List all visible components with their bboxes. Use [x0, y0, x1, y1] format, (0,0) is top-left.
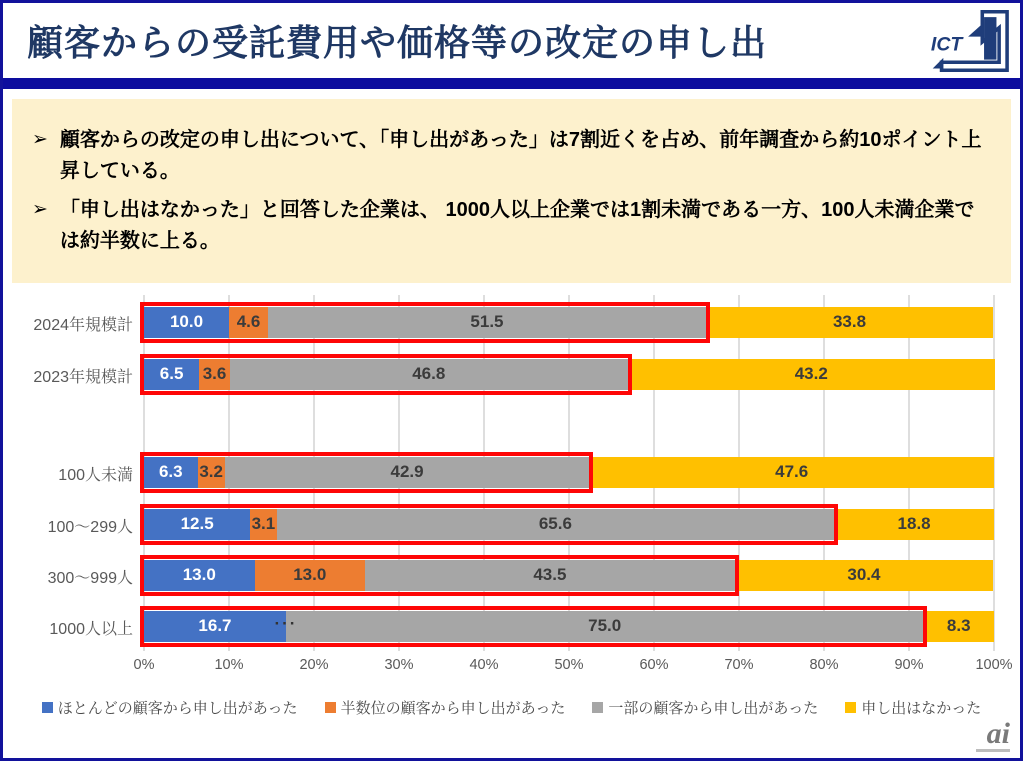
legend: [3, 697, 1020, 718]
legend-item: [845, 697, 981, 718]
bar-value-label: 47.6: [775, 462, 809, 481]
category-label: 100人未満: [58, 467, 133, 484]
bar-value-label: 16.7: [198, 616, 232, 635]
bar-value-label: 42.9: [390, 462, 424, 481]
x-axis-tick: 100%: [975, 657, 1013, 673]
legend-label: 半数位の顧客から申し出があった: [340, 700, 566, 717]
plot-area: [33, 295, 994, 651]
bar-value-label: 12.5: [180, 514, 214, 533]
bar-value-label: 3.6: [202, 364, 227, 383]
bar-track: [144, 560, 994, 591]
bar-value-label: 8.3: [946, 616, 971, 635]
legend-swatch-icon: [592, 702, 603, 713]
x-axis-tick: 20%: [299, 657, 329, 673]
legend-label: ほとんどの顧客から申し出があった: [57, 700, 298, 717]
svg-text:ICT: ICT: [930, 33, 963, 56]
summary-bullet: [32, 195, 991, 257]
bar-row: [49, 611, 994, 642]
x-axis-tick: 60%: [639, 657, 669, 673]
legend-label: 申し出はなかった: [861, 700, 982, 717]
x-axis-tick: 10%: [214, 657, 244, 673]
ict-logo-icon: [928, 10, 1010, 72]
bar-value-label: 3.1: [251, 514, 276, 533]
legend-item: [592, 697, 818, 718]
category-label: 1000人以上: [49, 621, 133, 638]
legend-label: 一部の顧客から申し出があった: [608, 700, 819, 717]
highlight-red-box: [140, 302, 710, 343]
bar-value-label: 18.8: [897, 514, 931, 533]
x-axis-tick: 50%: [554, 657, 584, 673]
x-axis-tick: 70%: [724, 657, 754, 673]
x-axis: [133, 657, 1013, 681]
ai-logo-text: ai: [986, 717, 1010, 750]
bar-row: [47, 560, 994, 591]
bar-value-label: 6.3: [158, 462, 183, 481]
category-label: 300～999人: [47, 570, 133, 587]
page-title: 顧客からの受託費用や価格等の改定の申し出: [27, 22, 768, 63]
ai-logo: [976, 717, 1010, 752]
bar-track: [144, 457, 994, 488]
bar-value-label: 43.2: [794, 364, 828, 383]
x-axis-tick: 30%: [384, 657, 414, 673]
bar-track: [144, 359, 994, 390]
bar-value-label: 33.8: [832, 312, 867, 331]
bar-row: [33, 359, 994, 390]
summary-text: 顧客からの改定の申し出について、「申し出があった」は7割近くを占め、前年調査から約10ポイント上昇している。: [59, 129, 982, 182]
bar-value-label: 43.5: [533, 565, 567, 584]
bullet-arrow-icon: ➢: [32, 199, 48, 220]
bar-row: [33, 307, 994, 338]
x-axis-tick: 40%: [469, 657, 499, 673]
title-bar: [3, 3, 1020, 78]
bar-value-label: 51.5: [470, 312, 504, 331]
highlight-red-box: [140, 504, 838, 545]
bar-value-label: 75.0: [588, 616, 622, 635]
bar-row: [47, 509, 994, 540]
bar-track: [144, 509, 994, 540]
bar-value-label: 3.2: [199, 462, 223, 481]
bar-value-label: 46.8: [412, 364, 446, 383]
legend-item: [42, 697, 298, 718]
bar-value-label: 6.5: [159, 364, 184, 383]
title-divider: [3, 78, 1020, 89]
bar-value-label: 4.6: [236, 312, 261, 331]
bar-track: [144, 611, 994, 642]
bar-value-label: 10.0: [169, 312, 204, 331]
bar-value-label: 30.4: [847, 565, 881, 584]
legend-swatch-icon: [325, 702, 336, 713]
bar-value-label: 13.0: [182, 565, 216, 584]
highlight-red-box: [140, 555, 739, 596]
highlight-red-box: [140, 606, 927, 647]
x-axis-tick: 90%: [894, 657, 924, 673]
summary-text: 「申し出はなかった」と回答した企業は、 1000人以上企業では1割未満である一方、100人未満企業では約半数に上る。: [59, 199, 975, 252]
bar-value-label: 65.6: [538, 514, 572, 533]
category-label: 100～299人: [47, 519, 133, 536]
bar-track: [144, 307, 994, 338]
legend-item: [325, 697, 566, 718]
stacked-bar-chart: [3, 295, 1020, 718]
summary-bullet: [32, 125, 991, 187]
summary-box: [12, 99, 1011, 283]
category-label: 2024年規模計: [33, 317, 133, 334]
x-axis-tick: 0%: [133, 657, 155, 673]
x-axis-tick: 80%: [809, 657, 839, 673]
bar-value-label: ···: [274, 614, 298, 633]
category-label: 2023年規模計: [33, 369, 133, 386]
bar-value-label: 13.0: [293, 565, 327, 584]
legend-swatch-icon: [845, 702, 856, 713]
bullet-arrow-icon: ➢: [32, 129, 48, 150]
legend-swatch-icon: [42, 702, 53, 713]
bar-row: [58, 457, 994, 488]
